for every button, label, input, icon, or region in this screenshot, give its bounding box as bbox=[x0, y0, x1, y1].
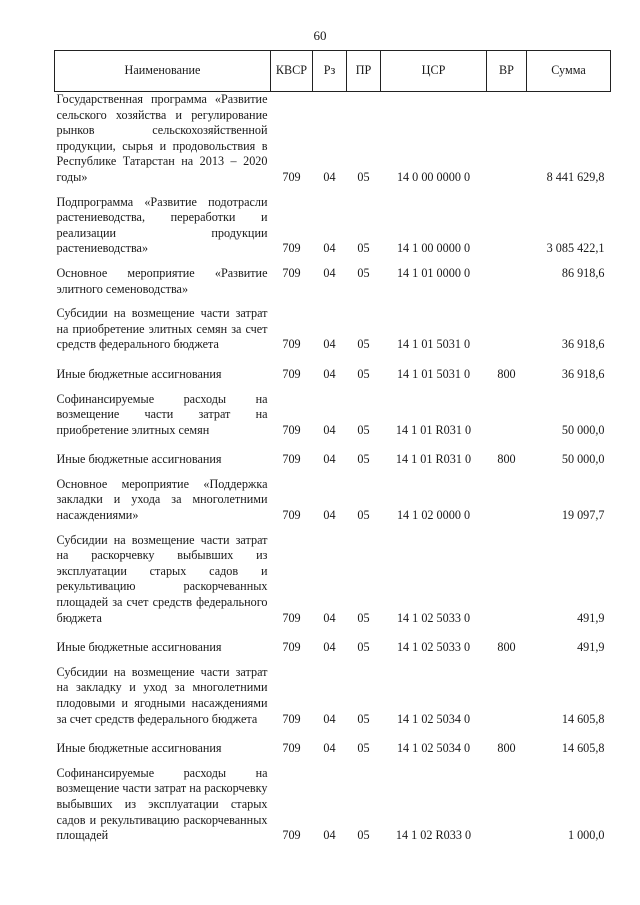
row-sum: 50 000,0 bbox=[561, 452, 605, 467]
row-name: Субсидии на возмещение части затрат на раскорчевку выбывших из эксплуатации старых садов и рекультивацию раскорчеванных площадей за счет средств федерального бюджета bbox=[56, 532, 268, 625]
table-row bbox=[55, 261, 611, 301]
table-row bbox=[55, 190, 611, 261]
row-name: Основное мероприятие «Поддержка закладки и ухода за многолетними насаждениями» bbox=[56, 476, 268, 523]
row-sum: 50 000,0 bbox=[561, 422, 605, 437]
row-name: Иные бюджетные ассигнования bbox=[56, 452, 222, 467]
row-name: Иные бюджетные ассигнования bbox=[56, 640, 222, 655]
column-header-vr: ВР bbox=[487, 51, 527, 92]
row-pr: 05 bbox=[357, 610, 370, 625]
row-name: Субсидии на возмещение части затрат на закладку и уход за многолетними плодовыми и ягодными насаждениями за счет средств федерального бюджета bbox=[56, 664, 268, 726]
table-row bbox=[55, 472, 611, 528]
row-kvsr: 709 bbox=[282, 337, 301, 352]
row-kvsr: 709 bbox=[282, 265, 301, 280]
row-name: Иные бюджетные ассигнования bbox=[56, 741, 222, 756]
row-kvsr: 709 bbox=[282, 241, 301, 256]
budget-table bbox=[54, 50, 611, 848]
row-sum: 1 000,0 bbox=[567, 828, 605, 843]
row-rz: 04 bbox=[323, 640, 336, 655]
row-vr bbox=[487, 387, 527, 443]
row-sum: 14 605,8 bbox=[561, 741, 605, 756]
table-row bbox=[55, 660, 611, 731]
row-vr bbox=[487, 660, 527, 731]
row-vr bbox=[487, 261, 527, 301]
table-row bbox=[55, 528, 611, 631]
row-pr: 05 bbox=[357, 169, 370, 184]
row-rz: 04 bbox=[323, 366, 336, 381]
row-kvsr: 709 bbox=[282, 610, 301, 625]
row-sum: 86 918,6 bbox=[561, 265, 605, 280]
row-pr: 05 bbox=[357, 265, 370, 280]
row-sum: 14 605,8 bbox=[561, 711, 605, 726]
row-csr: 14 1 02 5034 0 bbox=[396, 741, 471, 756]
row-csr: 14 1 02 5033 0 bbox=[396, 610, 471, 625]
row-name: Основное мероприятие «Развитие элитного семеноводства» bbox=[56, 265, 268, 296]
row-csr: 14 1 01 5031 0 bbox=[396, 337, 471, 352]
row-pr: 05 bbox=[357, 640, 370, 655]
row-rz: 04 bbox=[323, 828, 336, 843]
row-rz: 04 bbox=[323, 169, 336, 184]
row-name: Подпрограмма «Развитие подотрасли растениеводства, переработки и реализации продукции растениеводства» bbox=[56, 194, 268, 256]
column-header-sum: Сумма bbox=[527, 51, 611, 92]
row-sum: 8 441 629,8 bbox=[546, 169, 605, 184]
row-pr: 05 bbox=[357, 711, 370, 726]
row-name: Государственная программа «Развитие сельского хозяйства и регулирование рынков сельскохозяйственной продукции, сырья и продовольствия в Республике Татарстан на 2013 – 2020 годы» bbox=[56, 92, 268, 184]
row-vr bbox=[487, 528, 527, 631]
table-header-row bbox=[55, 51, 611, 92]
row-pr: 05 bbox=[357, 241, 370, 256]
table-row bbox=[55, 387, 611, 443]
row-pr: 05 bbox=[357, 366, 370, 381]
row-pr: 05 bbox=[357, 508, 370, 523]
row-name: Софинансируемые расходы на возмещение части затрат на раскорчевку выбывших из эксплуатации старых садов и рекультивацию раскорчеванных площадей bbox=[56, 765, 268, 843]
row-vr: 800 bbox=[497, 640, 516, 655]
row-csr: 14 1 01 5031 0 bbox=[396, 366, 471, 381]
row-csr: 14 1 01 R031 0 bbox=[395, 452, 472, 467]
row-csr: 14 0 00 0000 0 bbox=[396, 169, 471, 184]
table-row bbox=[55, 357, 611, 387]
row-rz: 04 bbox=[323, 711, 336, 726]
table-row bbox=[55, 731, 611, 761]
row-rz: 04 bbox=[323, 508, 336, 523]
row-vr bbox=[487, 761, 527, 848]
row-sum: 491,9 bbox=[577, 640, 605, 655]
row-rz: 04 bbox=[323, 337, 336, 352]
column-header-pr: ПР bbox=[347, 51, 381, 92]
row-pr: 05 bbox=[357, 337, 370, 352]
row-rz: 04 bbox=[323, 241, 336, 256]
row-kvsr: 709 bbox=[282, 422, 301, 437]
row-kvsr: 709 bbox=[282, 452, 301, 467]
row-kvsr: 709 bbox=[282, 508, 301, 523]
column-header-csr: ЦСР bbox=[381, 51, 487, 92]
row-csr: 14 1 02 5034 0 bbox=[396, 711, 471, 726]
row-name: Субсидии на возмещение части затрат на приобретение элитных семян за счет средств федерального бюджета bbox=[56, 306, 268, 352]
row-kvsr: 709 bbox=[282, 169, 301, 184]
page-number: 60 bbox=[313, 28, 327, 43]
row-kvsr: 709 bbox=[282, 640, 301, 655]
row-csr: 14 1 01 0000 0 bbox=[396, 265, 471, 280]
column-header-kvsr: КВСР bbox=[271, 51, 313, 92]
table-row bbox=[55, 301, 611, 357]
row-sum: 491,9 bbox=[577, 610, 605, 625]
row-sum: 3 085 422,1 bbox=[546, 241, 605, 256]
row-csr: 14 1 00 0000 0 bbox=[396, 241, 471, 256]
row-kvsr: 709 bbox=[282, 711, 301, 726]
row-vr: 800 bbox=[497, 741, 516, 756]
row-kvsr: 709 bbox=[282, 366, 301, 381]
row-vr bbox=[487, 301, 527, 357]
row-csr: 14 1 02 R033 0 bbox=[395, 828, 472, 843]
row-vr: 800 bbox=[497, 452, 516, 467]
row-csr: 14 1 02 0000 0 bbox=[396, 508, 471, 523]
row-csr: 14 1 02 5033 0 bbox=[396, 640, 471, 655]
row-pr: 05 bbox=[357, 828, 370, 843]
table-row bbox=[55, 442, 611, 472]
row-vr: 800 bbox=[497, 366, 516, 381]
row-vr bbox=[487, 190, 527, 261]
row-rz: 04 bbox=[323, 741, 336, 756]
table-row bbox=[55, 630, 611, 660]
row-rz: 04 bbox=[323, 452, 336, 467]
column-header-name: Наименование bbox=[55, 51, 271, 92]
row-pr: 05 bbox=[357, 422, 370, 437]
row-pr: 05 bbox=[357, 741, 370, 756]
row-rz: 04 bbox=[323, 265, 336, 280]
row-rz: 04 bbox=[323, 610, 336, 625]
row-sum: 36 918,6 bbox=[561, 337, 605, 352]
row-csr: 14 1 01 R031 0 bbox=[395, 422, 472, 437]
row-vr bbox=[487, 92, 527, 190]
row-vr bbox=[487, 472, 527, 528]
row-sum: 19 097,7 bbox=[561, 508, 605, 523]
row-rz: 04 bbox=[323, 422, 336, 437]
row-kvsr: 709 bbox=[282, 741, 301, 756]
row-name: Софинансируемые расходы на возмещение части затрат на приобретение элитных семян bbox=[56, 391, 268, 437]
row-pr: 05 bbox=[357, 452, 370, 467]
column-header-rz: Рз bbox=[313, 51, 347, 92]
table-row bbox=[55, 92, 611, 190]
row-kvsr: 709 bbox=[282, 828, 301, 843]
row-sum: 36 918,6 bbox=[561, 366, 605, 381]
table-row bbox=[55, 761, 611, 848]
row-name: Иные бюджетные ассигнования bbox=[56, 366, 222, 381]
